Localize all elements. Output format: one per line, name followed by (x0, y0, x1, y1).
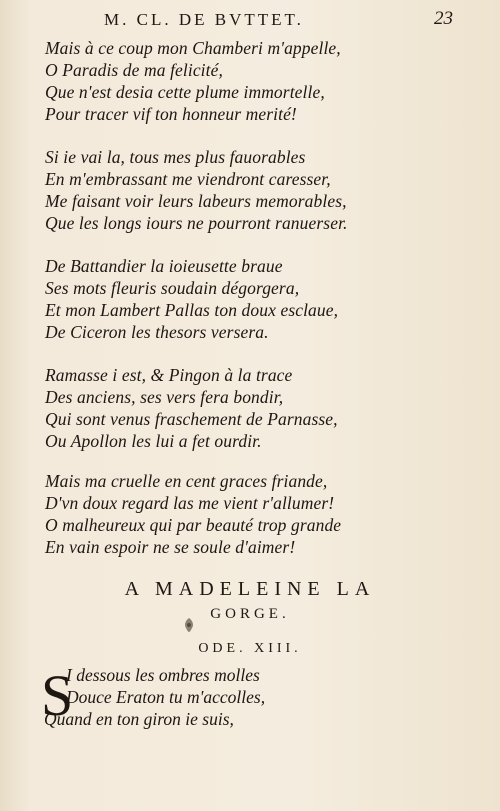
verse-line: O malheureux qui par beauté trop grande (45, 515, 342, 535)
drop-cap: S (41, 663, 74, 728)
verse-line: Que n'est desia cette plume immortelle, (45, 82, 325, 102)
ode-opening (44, 664, 466, 730)
stanza-3 (45, 255, 465, 343)
running-head: M. CL. DE BVTTET. (104, 10, 304, 29)
verse-line: En m'embrassant me viendront caresser, (45, 169, 331, 189)
verse-line: Mais à ce coup mon Chamberi m'appelle, (45, 38, 341, 58)
verse-line: D'vn doux regard las me vient r'allumer! (45, 493, 335, 513)
verse-line: Ramasse i est, & Pingon à la trace (45, 365, 293, 385)
stanza-4 (45, 364, 465, 452)
poem-title-continuation: GORGE. (210, 606, 290, 622)
verse-line: Mais ma cruelle en cent graces friande, (45, 471, 328, 491)
stanza-1 (45, 37, 465, 125)
verse-line: Qui sont venus fraschement de Parnasse, (45, 409, 338, 429)
poem-title: A MADELEINE LA (124, 578, 376, 600)
verse-line: Que les longs iours ne pourront ranuerser. (45, 213, 348, 233)
verse-line: O Paradis de ma felicité, (45, 60, 223, 80)
ode-number: ODE. XIII. (198, 641, 302, 656)
verse-line: Et mon Lambert Pallas ton doux esclaue, (45, 300, 339, 320)
stanza-2 (45, 146, 465, 234)
verse-line: Ou Apollon les lui a fet ourdir. (45, 431, 262, 451)
verse-line: De Battandier la ioieusette braue (45, 256, 283, 276)
verse-line: Pour tracer vif ton honneur merité! (45, 104, 297, 124)
verse-line: Me faisant voir leurs labeurs memorables, (45, 191, 347, 211)
verse-line: Quand en ton giron ie suis, (44, 709, 234, 729)
page-number: 23 (434, 8, 453, 29)
verse-line: I dessous les ombres molles (66, 665, 260, 685)
verse-line: Ses mots fleuris soudain dégorgera, (45, 278, 300, 298)
fleuron-ornament-icon (182, 617, 196, 633)
verse-line: Des anciens, ses vers fera bondir, (45, 387, 284, 407)
stanza-5 (45, 470, 465, 558)
verse-line: Si ie vai la, tous mes plus fauorables (45, 147, 306, 167)
verse-line: Douce Eraton tu m'accolles, (66, 687, 266, 707)
verse-line: En vain espoir ne se soule d'aimer! (45, 537, 296, 557)
verse-line: De Ciceron les thesors versera. (45, 322, 269, 342)
